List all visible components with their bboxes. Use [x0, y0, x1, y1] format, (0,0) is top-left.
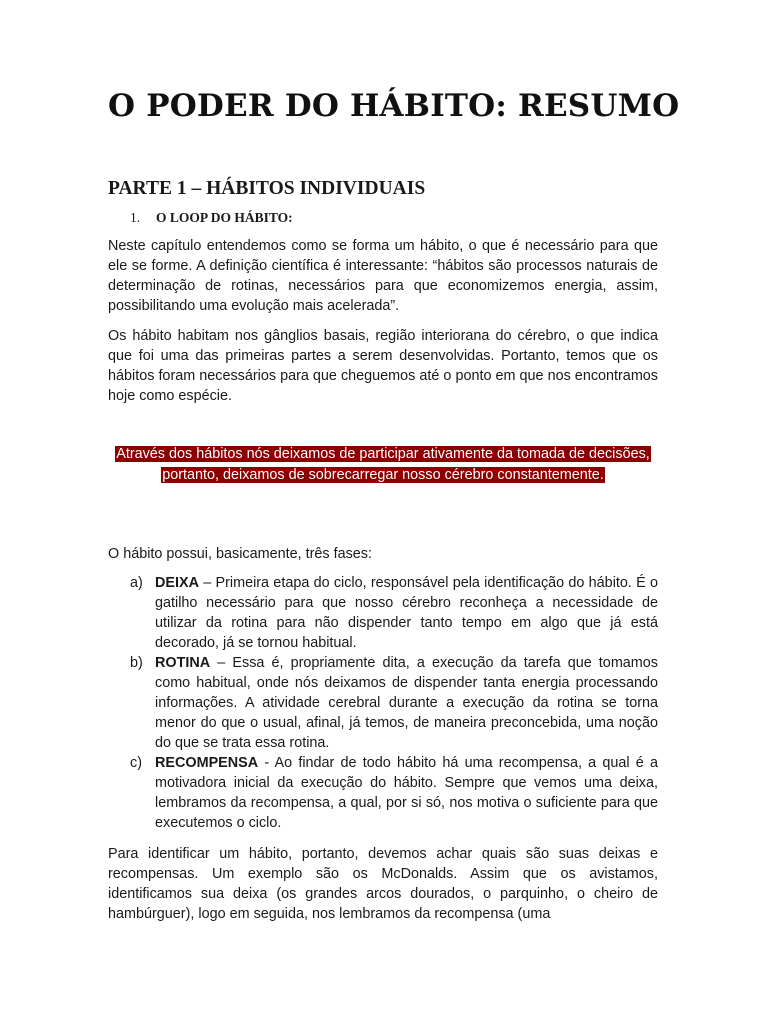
- section-label: O LOOP DO HÁBITO:: [156, 210, 293, 225]
- phase-term: RECOMPENSA: [155, 755, 259, 771]
- paragraph-basal-ganglia: Os hábito habitam nos gânglios basais, região interiorana do cérebro, o que indica que foi uma das primeiras partes a serem desenvolvidas. Portanto, temos que os hábitos foram necessários para que cheguemos até o ponto em que nos encontramos hoje como espécie.: [108, 328, 658, 404]
- phase-description: – Primeira etapa do ciclo, responsável pela identificação do hábito. É o gatilho necessário para que nosso cérebro reconheça a necessidade de utilizar da rotina para não dispender tanto tempo em algo que já está decorado, já se tornou habitual.: [155, 575, 658, 651]
- document-title: O PODER DO HÁBITO: RESUMO: [108, 88, 680, 124]
- list-marker: a): [130, 575, 143, 591]
- phases-intro: O hábito possui, basicamente, três fases:: [108, 546, 372, 562]
- list-marker: b): [130, 655, 143, 671]
- part-heading: PARTE 1 – HÁBITOS INDIVIDUAIS: [108, 178, 426, 199]
- list-item: [130, 573, 658, 653]
- list-item: [130, 753, 658, 833]
- phases-list: [130, 573, 658, 833]
- list-marker: c): [130, 755, 142, 771]
- section-number: 1.: [130, 210, 141, 225]
- paragraph-identify-habit: Para identificar um hábito, portanto, devemos achar quais são suas deixas e recompensas. Um exemplo são os McDonalds. Assim que os avistamos, identificamos sua deixa (os grandes arcos dourados, o parquinho, o cheiro de hambúrguer), logo em seguida, nos lembramos da recompensa (uma: [108, 846, 658, 922]
- phase-description: - Ao findar de todo hábito há uma recompensa, a qual é a motivadora inicial da execução do hábito. Sempre que vemos uma deixa, lembramos da recompensa, a qual, por si só, nos motiva o suficiente para que executemos o ciclo.: [155, 755, 658, 831]
- list-item: [130, 653, 658, 753]
- highlight-quote-text: Através dos hábitos nós deixamos de participar ativamente da tomada de decisões, portanto, deixamos de sobrecarregar nosso cérebro constantemente.: [116, 446, 650, 483]
- paragraph-definition: Neste capítulo entendemos como se forma um hábito, o que é necessário para que ele se forme. A definição científica é interessante: “hábitos são processos naturais de determinação de rotinas, necessários para que economizemos energia, assim, possibilitando uma evolução mais acelerada”.: [108, 238, 658, 314]
- section-heading: [130, 210, 293, 226]
- phase-term: DEIXA: [155, 575, 199, 591]
- phase-description: – Essa é, propriamente dita, a execução da tarefa que tomamos como habitual, onde nós deixamos de dispender tanta energia processando informações. A atividade cerebral durante a execução da rotina se torna menor do que o usual, afinal, já temos, de maneira preconcebida, uma noção do que se trata essa rotina.: [155, 655, 658, 751]
- phase-term: ROTINA: [155, 655, 211, 671]
- highlight-quote: [108, 444, 658, 485]
